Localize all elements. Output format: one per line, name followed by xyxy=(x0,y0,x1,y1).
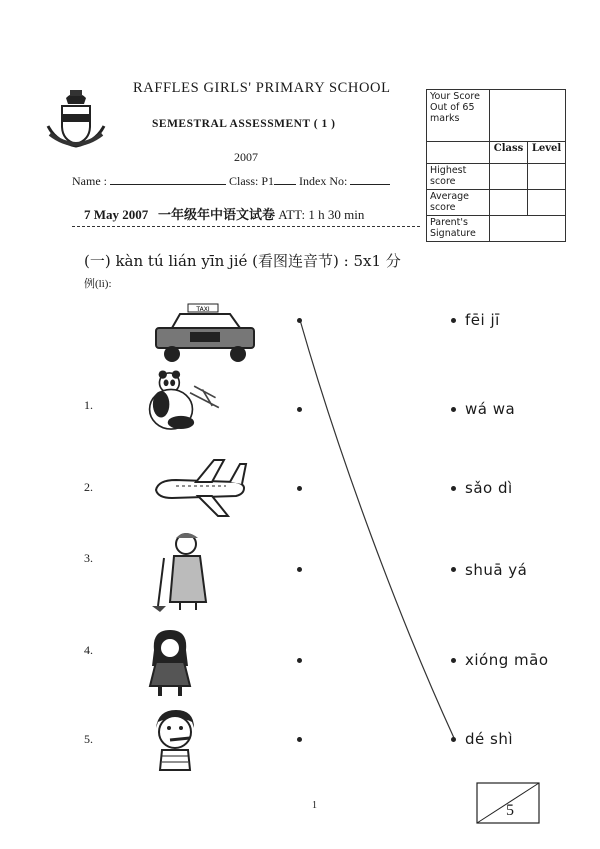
item-1-right-dot[interactable] xyxy=(451,407,456,412)
sweeping-picture xyxy=(150,528,220,612)
average-class-cell[interactable] xyxy=(490,190,528,216)
toothbrush-picture xyxy=(150,708,200,772)
item-3-right-dot[interactable] xyxy=(451,567,456,572)
time-allowed: ATT: 1 h 30 min xyxy=(278,207,365,222)
class-field[interactable] xyxy=(274,172,296,185)
airplane-picture xyxy=(148,454,258,520)
section-title: (一) kàn tú lián yīn jié (看图连音节) : 5x1 分 xyxy=(84,252,401,270)
item-1-left-dot[interactable] xyxy=(297,407,302,412)
score-table xyxy=(426,89,566,242)
pinyin-de-shi: dé shì xyxy=(465,730,514,748)
name-field[interactable] xyxy=(110,172,226,185)
exam-date: 7 May 2007 xyxy=(84,207,149,222)
parent-signature-cell[interactable] xyxy=(490,216,566,242)
average-level-cell[interactable] xyxy=(528,190,566,216)
paper-info-row xyxy=(84,204,364,223)
example-left-dot[interactable] xyxy=(297,318,302,323)
item-4-number: 4. xyxy=(84,643,93,657)
name-label: Name : xyxy=(72,174,107,188)
header-divider xyxy=(72,226,420,227)
pinyin-sao-di: sǎo dì xyxy=(465,479,513,497)
your-score-label: Your Score Out of 65 marks xyxy=(427,90,490,142)
item-3-left-dot[interactable] xyxy=(297,567,302,572)
paper-title: 一年级年中语文试卷 xyxy=(158,207,276,222)
example-label: 例(lì): xyxy=(84,278,112,290)
parent-signature-label: Parent's Signature xyxy=(427,216,490,242)
section-marks: 5 xyxy=(506,802,514,819)
item-2-right-dot[interactable] xyxy=(451,486,456,491)
svg-text:TAXI: TAXI xyxy=(196,306,210,313)
pinyin-fei-ji: fēi jī xyxy=(465,311,500,329)
highest-level-cell[interactable] xyxy=(528,164,566,190)
index-label: Index No: xyxy=(299,174,348,188)
pinyin-xiong-mao: xióng māo xyxy=(465,651,549,669)
item-5-number: 5. xyxy=(84,732,93,746)
item-2-left-dot[interactable] xyxy=(297,486,302,491)
item-5-right-dot[interactable] xyxy=(451,737,456,742)
pinyin-shua-ya: shuā yá xyxy=(465,561,528,579)
class-column-header: Class xyxy=(490,142,528,164)
school-crest-logo xyxy=(46,84,106,154)
taxi-picture xyxy=(150,300,260,366)
level-column-header: Level xyxy=(528,142,566,164)
item-4-left-dot[interactable] xyxy=(297,658,302,663)
class-label: Class: P1 xyxy=(229,174,275,188)
page-number: 1 xyxy=(312,800,317,811)
item-4-right-dot[interactable] xyxy=(451,658,456,663)
item-3-number: 3. xyxy=(84,551,93,565)
assessment-year: 2007 xyxy=(234,150,258,164)
highest-score-label: Highest score xyxy=(427,164,490,190)
pinyin-wa-wa: wá wa xyxy=(465,400,516,418)
item-5-left-dot[interactable] xyxy=(297,737,302,742)
your-score-cell[interactable] xyxy=(490,90,566,142)
doll-picture xyxy=(142,626,198,700)
average-score-label: Average score xyxy=(427,190,490,216)
item-2-number: 2. xyxy=(84,480,93,494)
school-name: RAFFLES GIRLS' PRIMARY SCHOOL xyxy=(133,80,391,96)
assessment-title: SEMESTRAL ASSESSMENT ( 1 ) xyxy=(152,118,336,130)
panda-picture xyxy=(135,368,245,434)
item-1-number: 1. xyxy=(84,398,93,412)
index-field[interactable] xyxy=(350,172,390,185)
highest-class-cell[interactable] xyxy=(490,164,528,190)
student-info-row xyxy=(72,172,390,189)
example-right-dot[interactable] xyxy=(451,318,456,323)
